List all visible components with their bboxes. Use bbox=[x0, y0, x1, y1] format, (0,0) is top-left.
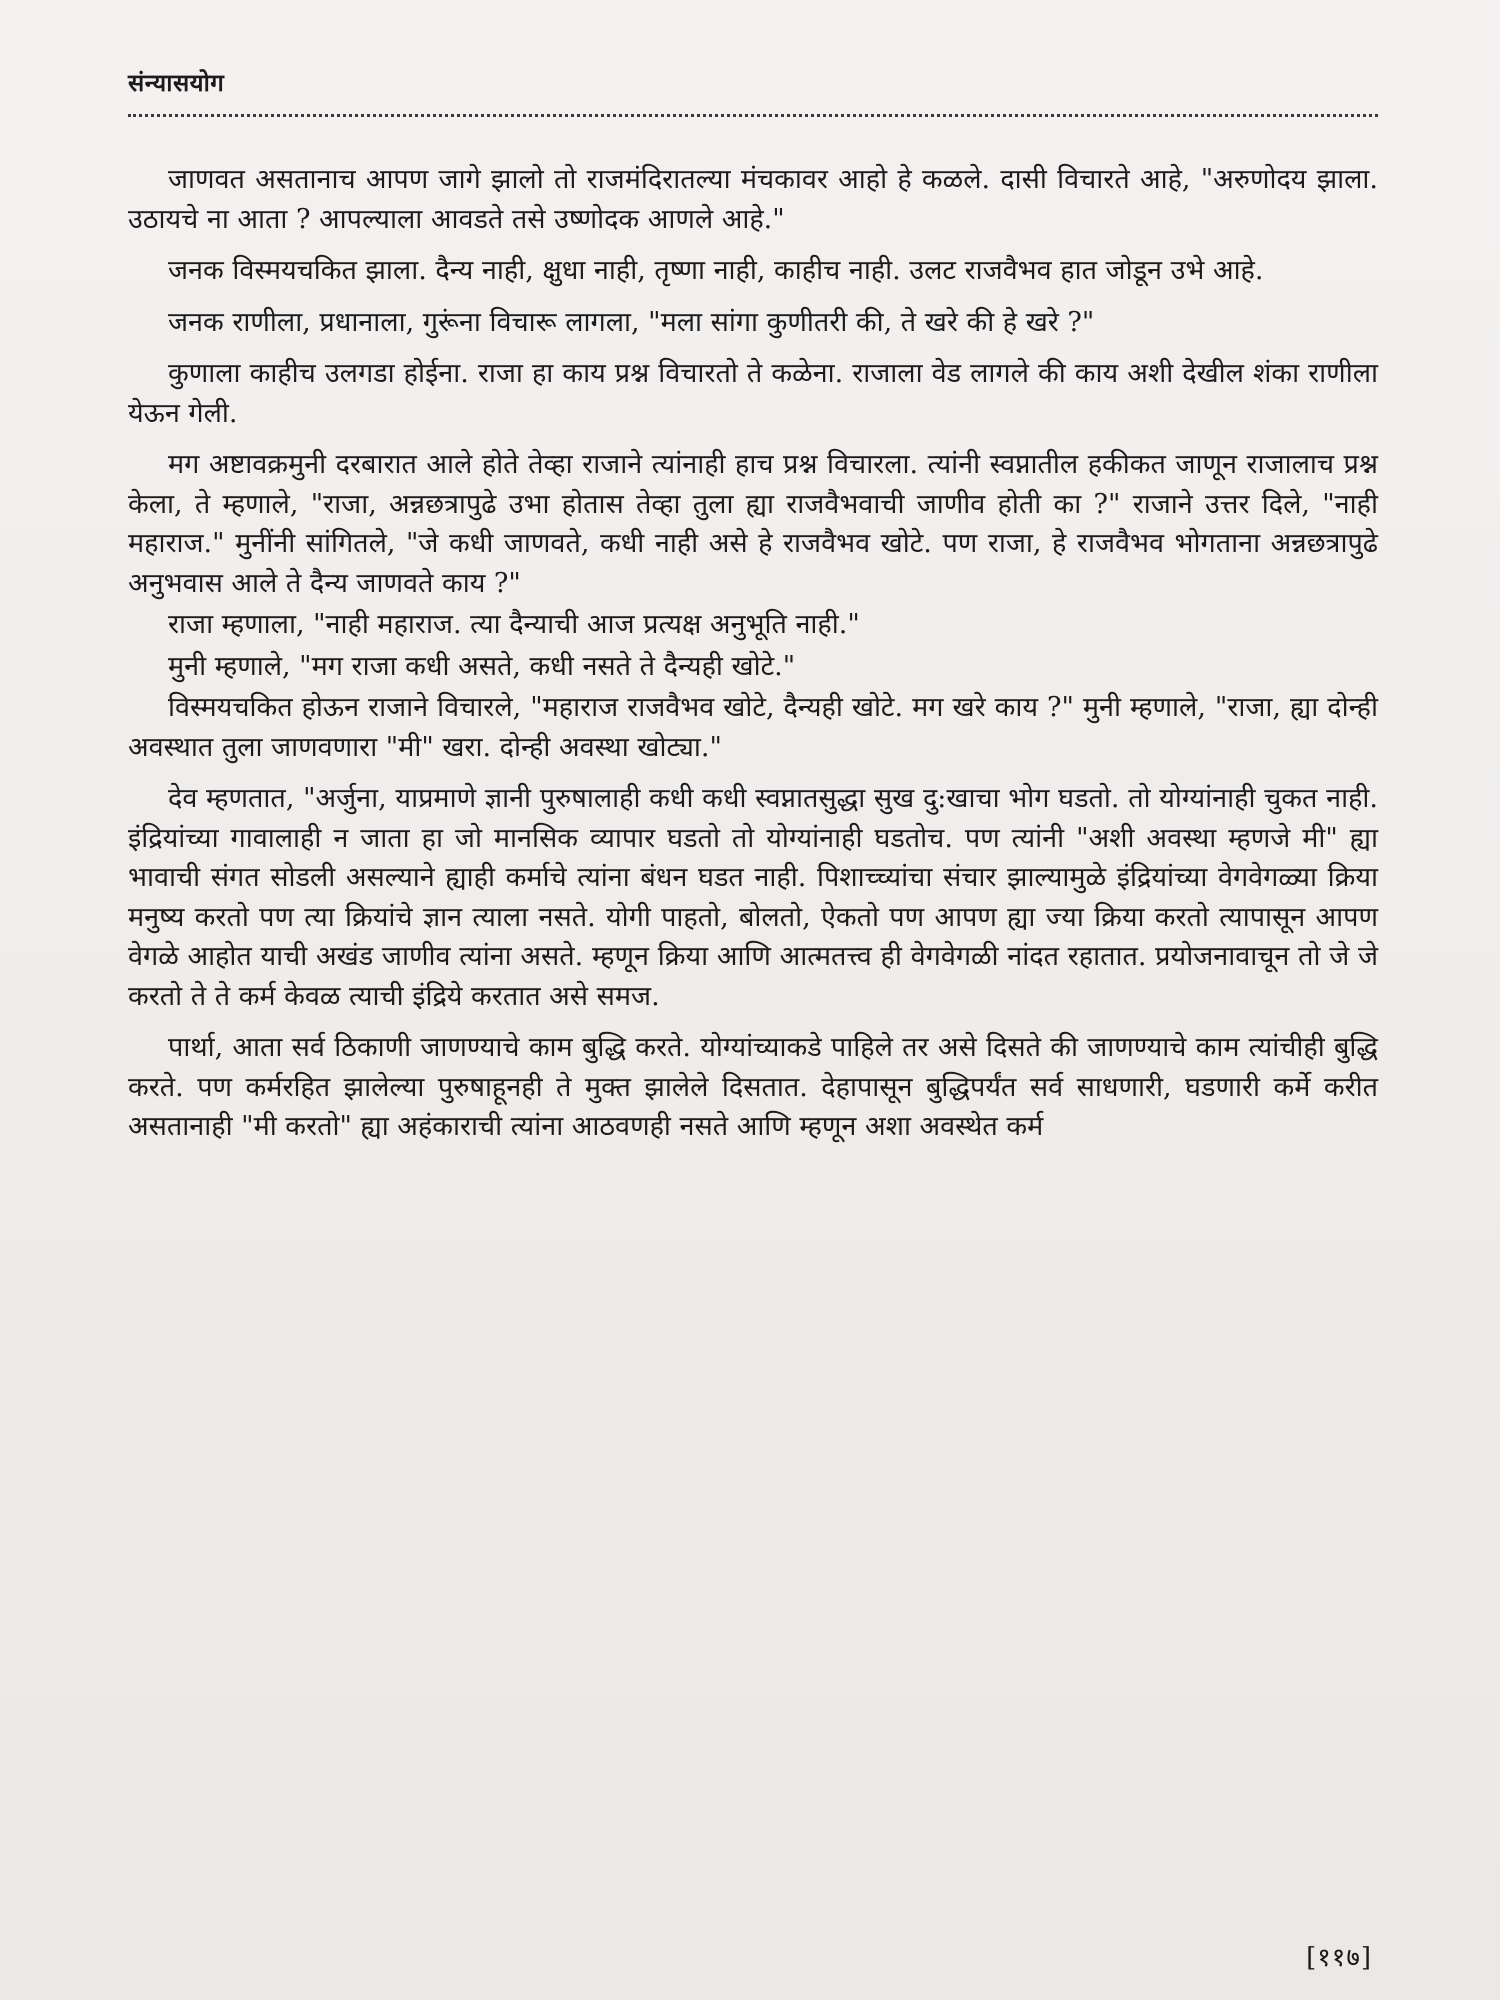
paragraph: देव म्हणतात, "अर्जुना, याप्रमाणे ज्ञानी पुरुषालाही कधी कधी स्वप्नातसुद्धा सुख दु:खाचा भोग घडतो. तो योग्यांनाही चुकत नाही. इंद्रियांच्या गावालाही न जाता हा जो मानसिक व्यापार घडतो तो योग्यांनाही घडतोच. पण त्यांनी "अशी अवस्था म्हणजे मी" ह्या भावाची संगत सोडली असल्याने ह्याही कर्माचे त्यांना बंधन घडत नाही. पिशाच्च्यांचा संचार झाल्यामुळे इंद्रियांच्या वेगवेगळ्या क्रिया मनुष्य करतो पण त्या क्रियांचे ज्ञान त्याला नसते. योगी पाहतो, बोलतो, ऐकतो पण आपण ह्या ज्या क्रिया करतो त्यापासून आपण वेगळे आहोत याची अखंड जाणीव त्यांना असते. म्हणून क्रिया आणि आत्मतत्त्व ही वेगवेगळी नांदत रहातात. प्रयोजनावाचून तो जे जे करतो ते ते कर्म केवळ त्याची इंद्रिये करतात असे समज. bbox=[128, 783, 1378, 1012]
header-dotted-divider bbox=[128, 114, 1378, 117]
paragraph: मग अष्टावक्रमुनी दरबारात आले होते तेव्हा राजाने त्यांनाही हाच प्रश्न विचारला. त्यांनी स्वप्नातील हकीकत जाणून राजालाच प्रश्न केला, ते म्हणाले, "राजा, अन्नछत्रापुढे उभा होतास तेव्हा तुला ह्या राजवैभवाची जाणीव होती का ?" राजाने उत्तर दिले, "नाही महाराज." मुनींनी सांगितले, "जे कधी जाणवते, कधी नाही असे हे राजवैभव खोटे. पण राजा, हे राजवैभव भोगताना अन्नछत्रापुढे अनुभवास आले ते दैन्य जाणवते काय ?" bbox=[128, 449, 1378, 599]
paragraph: जनक राणीला, प्रधानाला, गुरूंना विचारू लागला, "मला सांगा कुणीतरी की, ते खरे की हे खरे ?" bbox=[168, 306, 1095, 338]
paragraph: विस्मयचकित होऊन राजाने विचारले, "महाराज राजवैभव खोटे, दैन्यही खोटे. मग खरे काय ?" मुनी म्हणाले, "राजा, ह्या दोन्ही अवस्थात तुला जाणवणारा "मी" खरा. दोन्ही अवस्था खोट्या." bbox=[128, 692, 1378, 763]
paragraph: जनक विस्मयचकित झाला. दैन्य नाही, क्षुधा नाही, तृष्णा नाही, काहीच नाही. उलट राजवैभव हात जोडून उभे आहे. bbox=[168, 255, 1264, 286]
paragraph: जाणवत असतानाच आपण जागे झालो तो राजमंदिरातल्या मंचकावर आहो हे कळले. दासी विचारते आहे, "अरुणोदय झाला. उठायचे ना आता ? आपल्याला आवडते तसे उष्णोदक आणले आहे." bbox=[128, 164, 1378, 235]
body-text bbox=[128, 160, 1378, 1159]
paragraph: राजा म्हणाला, "नाही महाराज. त्या दैन्याची आज प्रत्यक्ष अनुभूति नाही." bbox=[168, 609, 860, 640]
page-number: [११७] bbox=[1306, 1943, 1372, 1973]
paragraph: पार्था, आता सर्व ठिकाणी जाणण्याचे काम बुद्धि करते. योग्यांच्याकडे पाहिले तर असे दिसते की जाणण्याचे काम त्यांचीही बुद्धि करते. पण कर्मरहित झालेल्या पुरुषाहूनही ते मुक्त झालेले दिसतात. देहापासून बुद्धिपर्यंत सर्व साधणारी, घडणारी कर्मे करीत असतानाही "मी करतो" ह्या अहंकाराची त्यांना आठवणही नसते आणि म्हणून अशा अवस्थेत कर्म bbox=[128, 1032, 1378, 1142]
paragraph: कुणाला काहीच उलगडा होईना. राजा हा काय प्रश्न विचारतो ते कळेना. राजाला वेड लागले की काय अशी देखील शंका राणीला येऊन गेली. bbox=[128, 358, 1378, 429]
paragraph: मुनी म्हणाले, "मग राजा कधी असते, कधी नसते ते दैन्यही खोटे." bbox=[168, 650, 796, 682]
running-header: संन्यासयोग bbox=[128, 68, 225, 97]
